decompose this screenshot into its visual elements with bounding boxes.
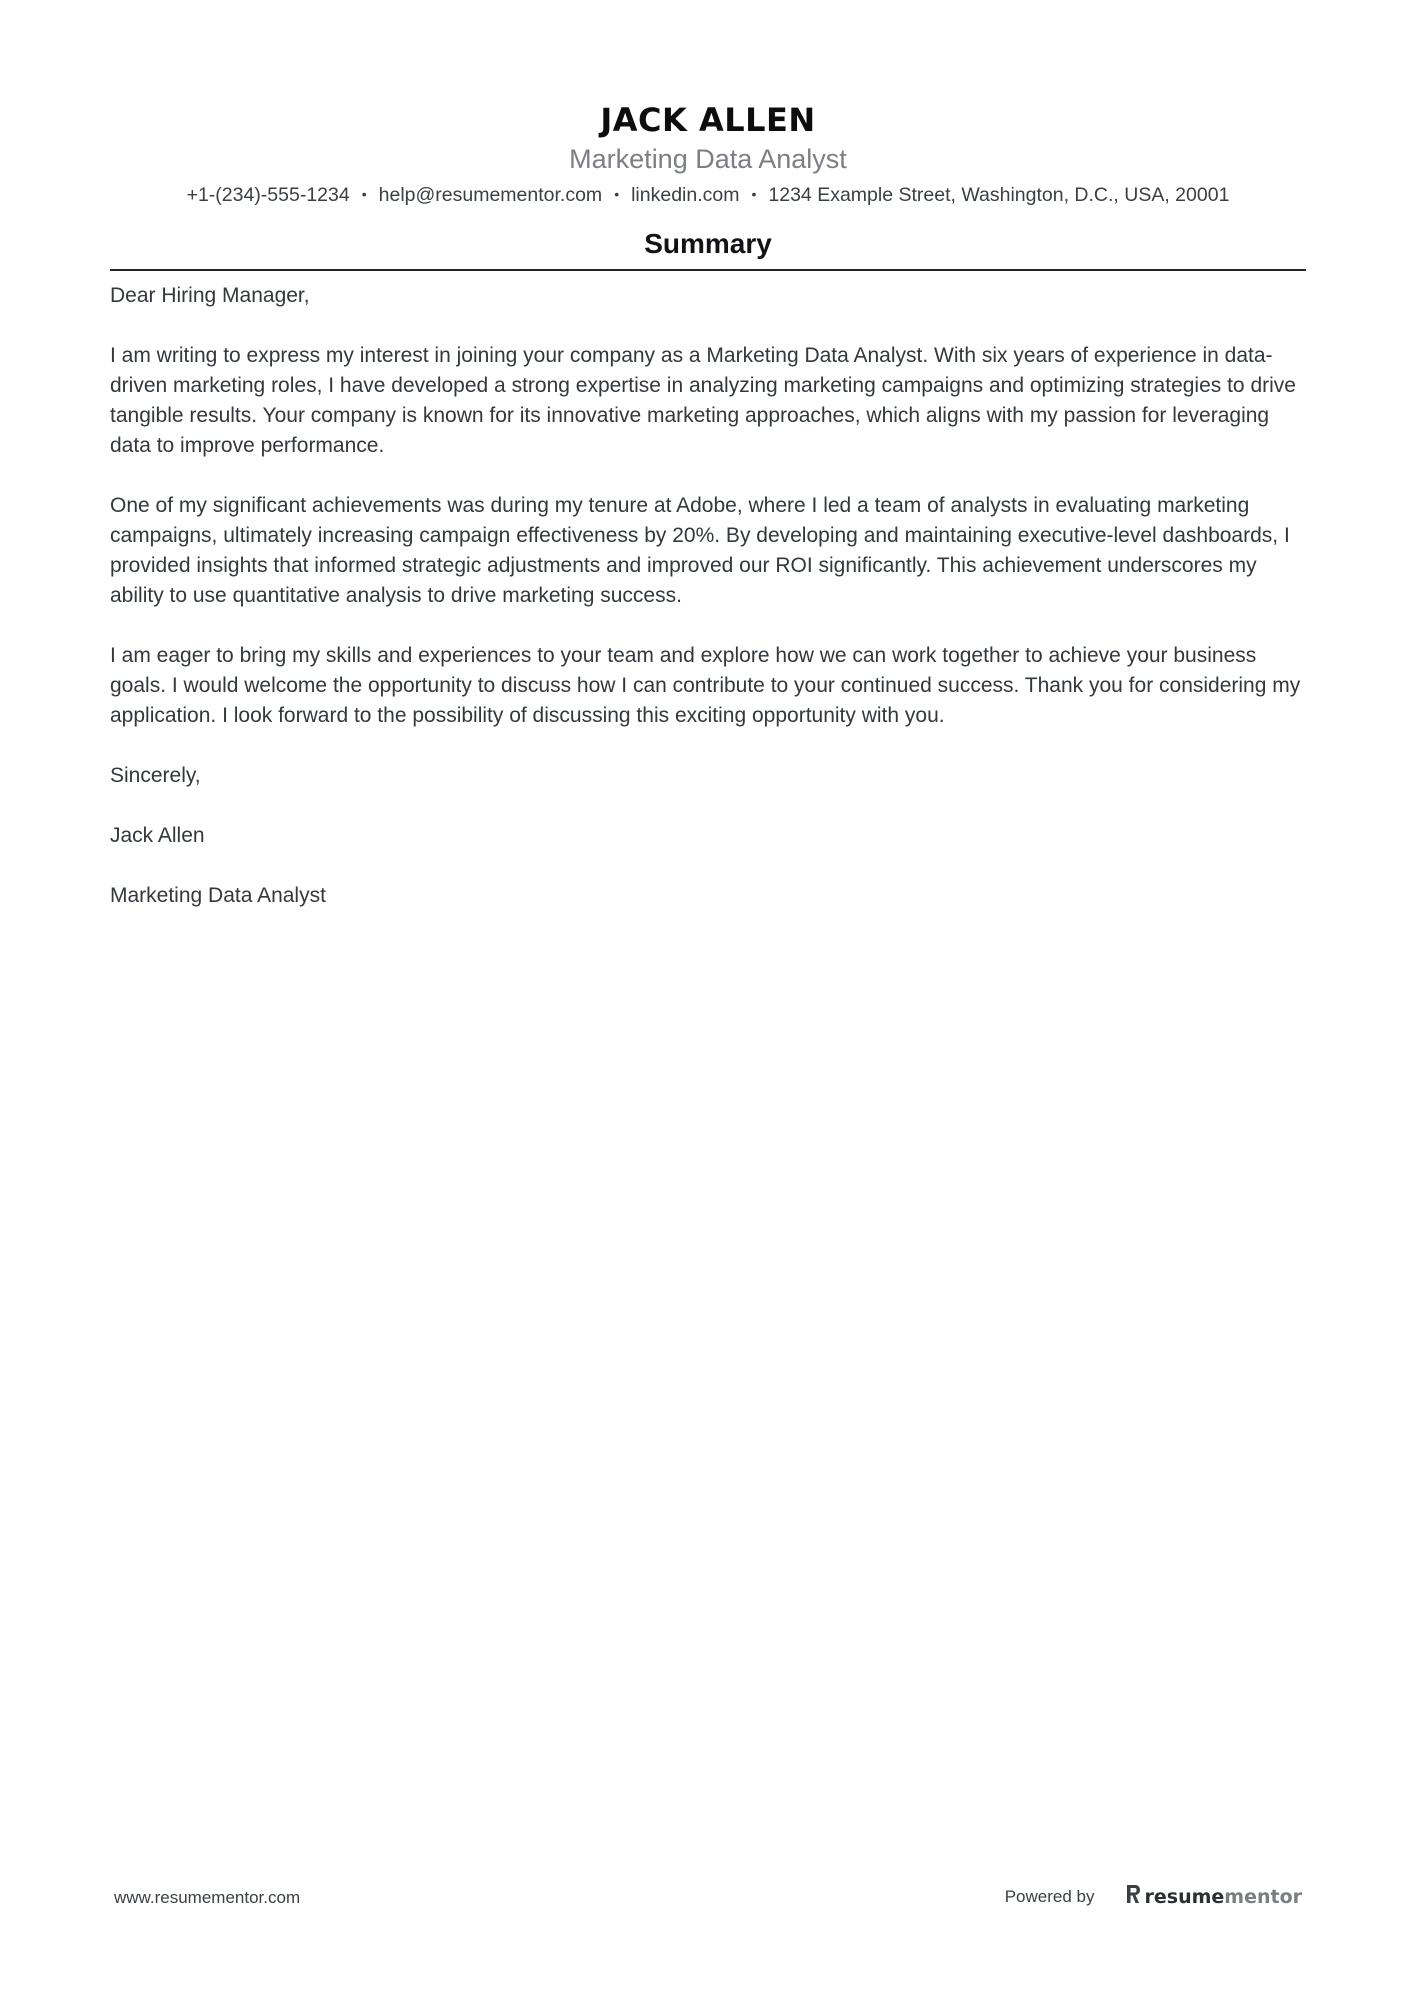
section-title-summary: Summary (644, 228, 772, 259)
logo-text-mentor: mentor (1224, 1885, 1302, 1908)
footer-website[interactable]: www.resumementor.com (114, 1888, 301, 1907)
letter-greeting: Dear Hiring Manager, (110, 284, 310, 307)
letter-closing: Sincerely, (110, 764, 201, 787)
signature-title: Marketing Data Analyst (110, 884, 326, 907)
contact-separator: • (751, 186, 757, 202)
candidate-name: JACK ALLEN (600, 101, 816, 139)
contact-separator: • (361, 186, 367, 202)
section-divider (110, 269, 1306, 271)
logo-text-resume: resume (1144, 1885, 1225, 1908)
letter-body (110, 281, 1306, 941)
contact-line (110, 180, 1306, 209)
footer-branding (1005, 1884, 1302, 1909)
letter-paragraph: I am eager to bring my skills and experiences to your team and explore how we can work together to achieve your business goals. I would welcome the opportunity to discuss how I can contribute to your continued success. Thank you for considering my application. I look forward to the possibility of discussing this exciting opportunity with you. (110, 644, 1301, 727)
contact-separator: • (614, 186, 620, 202)
powered-by-label: Powered by (1004, 1886, 1095, 1906)
resume-header (110, 98, 1306, 209)
contact-email[interactable]: help@resumementor.com (378, 184, 603, 206)
candidate-title: Marketing Data Analyst (569, 144, 847, 174)
resumementor-logo-icon (1125, 1884, 1141, 1909)
resumementor-logo[interactable] (1125, 1884, 1303, 1909)
contact-linkedin[interactable]: linkedin.com (631, 184, 740, 206)
letter-paragraph: One of my significant achievements was during my tenure at Adobe, where I led a team of analysts in evaluating marketing campaigns, ultimately increasing campaign effectiveness by 20%. By developing and maintaining executive-level dashboards, I provided insights that informed strategic adjustments and improved our ROI significantly. This achievement underscores my ability to use quantitative analysis to drive marketing success. (110, 494, 1290, 607)
signature-name: Jack Allen (110, 824, 205, 847)
contact-address: 1234 Example Street, Washington, D.C., USA, 20001 (768, 184, 1230, 206)
contact-phone: +1-(234)-555-1234 (186, 184, 350, 206)
letter-paragraph: I am writing to express my interest in joining your company as a Marketing Data Analyst. With six years of experience in data-driven marketing roles, I have developed a strong expertise in analyzing marketing campaigns and optimizing strategies to drive tangible results. Your company is known for its innovative marketing approaches, which aligns with my passion for leveraging data to improve performance. (110, 344, 1296, 457)
